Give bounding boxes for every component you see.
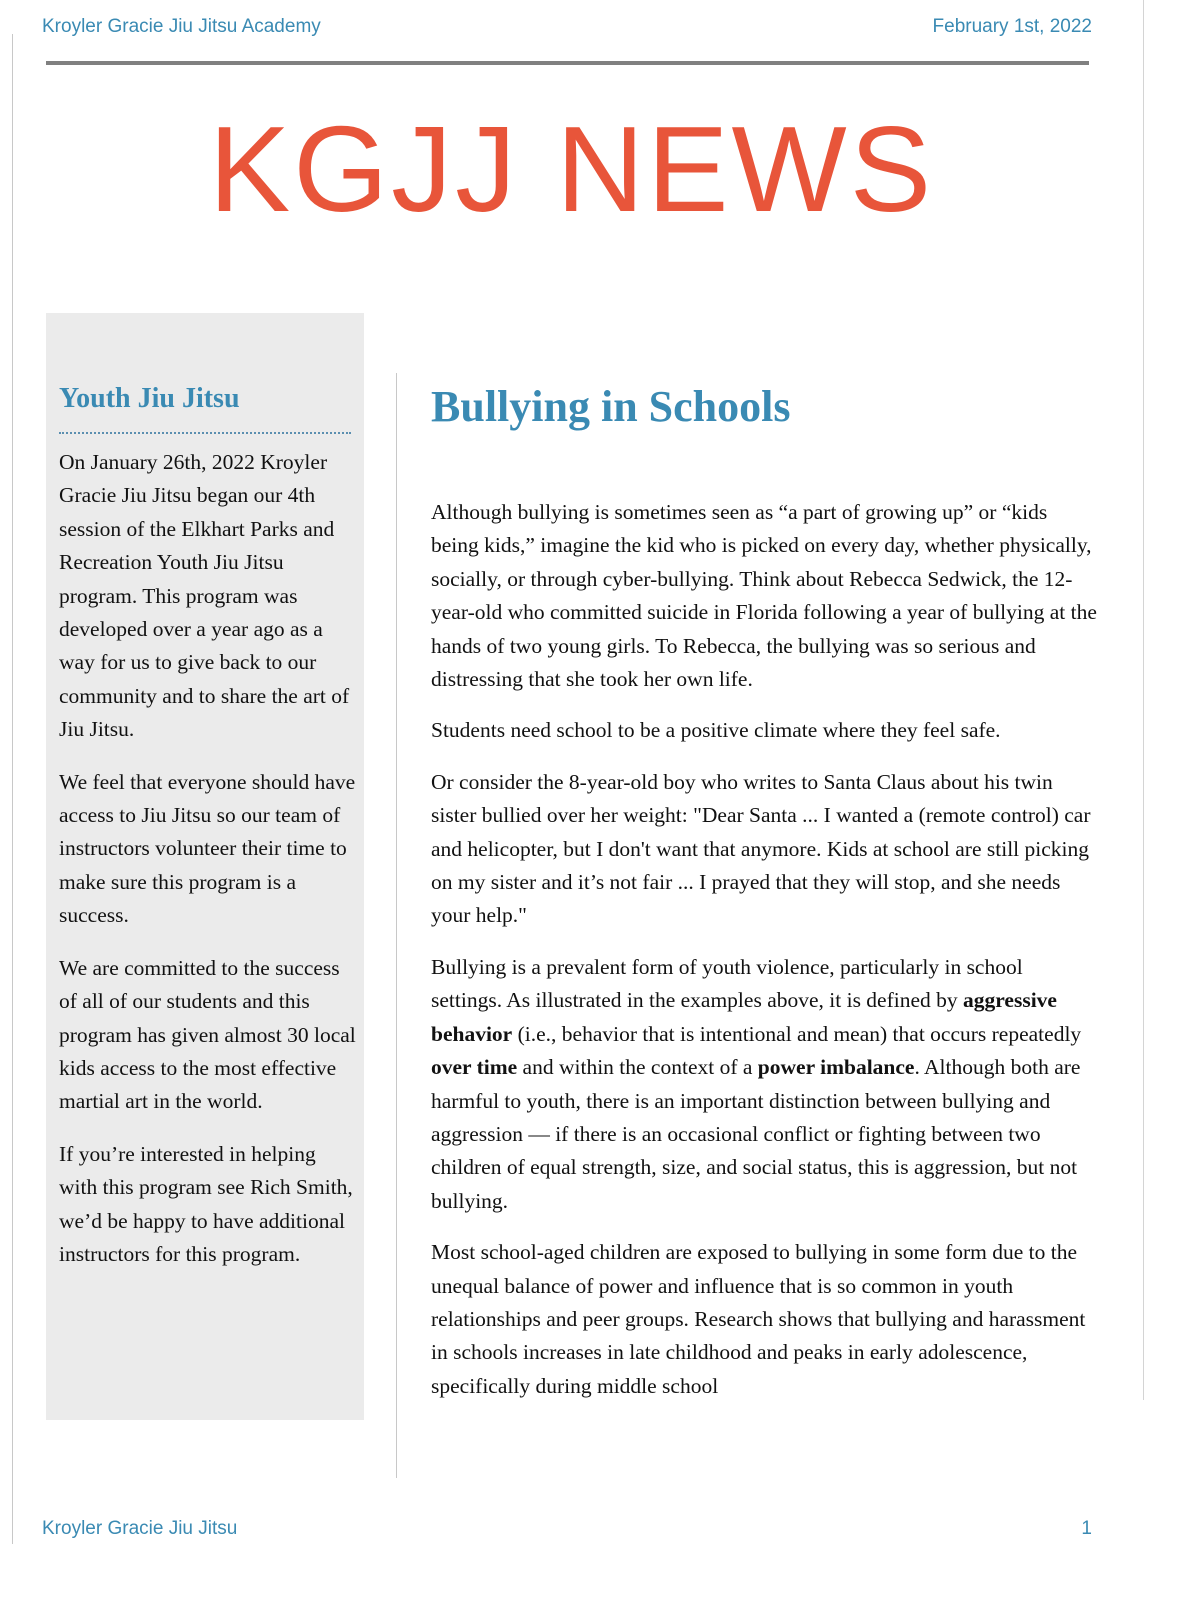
sidebar-heading: Youth Jiu Jitsu — [59, 383, 240, 414]
sidebar-paragraph: We are committed to the success of all of our students and this program has given almost 30 local kids access to the most effective martial art in the world. — [59, 955, 356, 1114]
sidebar-paragraph: If you’re interested in helping with this program see Rich Smith, we’d be happy to have additional instructors for this program. — [59, 1141, 353, 1266]
sidebar-body — [59, 446, 359, 1290]
running-footer — [42, 1515, 1092, 1543]
masthead-title: KGJJ NEWS — [208, 101, 935, 237]
article-text: Bullying is a prevalent form of youth violence, particularly in school settings. As illustrated in the examples above, it is defined by — [431, 954, 1023, 1013]
article-title: Bullying in Schools — [431, 382, 791, 431]
sidebar-paragraph: On January 26th, 2022 Kroyler Gracie Jiu Jitsu began our 4th session of the Elkhart Parks and Recreation Youth Jiu Jitsu program. This program was developed over a year ago as a way for us to give back to our community and to share the art of Jiu Jitsu. — [59, 450, 350, 742]
column-divider — [396, 373, 397, 1478]
article-body — [431, 496, 1099, 1421]
article-paragraph — [431, 766, 1099, 933]
emphasis-over-time: over time — [431, 1055, 518, 1080]
article-text: (i.e., behavior that is intentional and mean) that occurs repeatedly — [512, 1021, 1082, 1046]
article-paragraph — [431, 496, 1099, 696]
emphasis-power-imbalance: power imbalance — [757, 1055, 915, 1080]
article-paragraph — [431, 1236, 1099, 1403]
header-organization: Kroyler Gracie Jiu Jitsu Academy — [42, 16, 321, 37]
article-text: and within the context of a — [517, 1055, 758, 1080]
article-text: Or consider the 8-year-old boy who writes to Santa Claus about his twin sister bullied over her weight: "Dear Santa ... I wanted a (remote control) car and helicopter, but I don't want that anymore. Kids at school are still picking on my sister and it’s not fair ... I prayed that they will stop, and she needs your help." — [431, 769, 1091, 928]
footer-organization: Kroyler Gracie Jiu Jitsu — [42, 1518, 238, 1539]
article-text: Although bullying is sometimes seen as “a part of growing up” or “kids being kids,” imagine the kid who is picked on every day, whether physically, socially, or through cyber-bullying. Think about Rebecca Sedwick, the 12-year-old who committed suicide in Florida following a year of bullying at the hands of two young girls. To Rebecca, the bullying was so serious and distressing that she took her own life. — [431, 500, 1097, 692]
page-number: 1 — [1081, 1518, 1092, 1539]
sidebar-dotted-rule — [59, 432, 351, 434]
page-edge-right — [1143, 0, 1144, 1400]
article-text: Students need school to be a positive climate where they feel safe. — [431, 718, 1001, 743]
sidebar-paragraph: We feel that everyone should have access to Jiu Jitsu so our team of instructors volunteer their time to make sure this program is a success. — [59, 769, 356, 928]
emphasis-aggressive-behavior: aggressive behavior — [431, 988, 1057, 1046]
header-rule — [46, 61, 1089, 65]
header-date: February 1st, 2022 — [932, 16, 1092, 37]
article-paragraph — [431, 951, 1099, 1218]
running-header — [42, 14, 1092, 40]
page-edge-left — [12, 34, 13, 1544]
article-text: . Although both are harmful to youth, there is an important distinction between bullying and aggression — if there is an occasional conflict or fighting between two children of equal strength, size, and social status, this is aggression, but not bullying. — [431, 1055, 1081, 1213]
article-text: Most school-aged children are exposed to bullying in some form due to the unequal balance of power and influence that is so common in youth relationships and peer groups. Research shows that bullying and harassment in schools increases in late childhood and peaks in early adolescence, specifically during middle school — [431, 1240, 1086, 1398]
article-paragraph — [431, 714, 1099, 747]
